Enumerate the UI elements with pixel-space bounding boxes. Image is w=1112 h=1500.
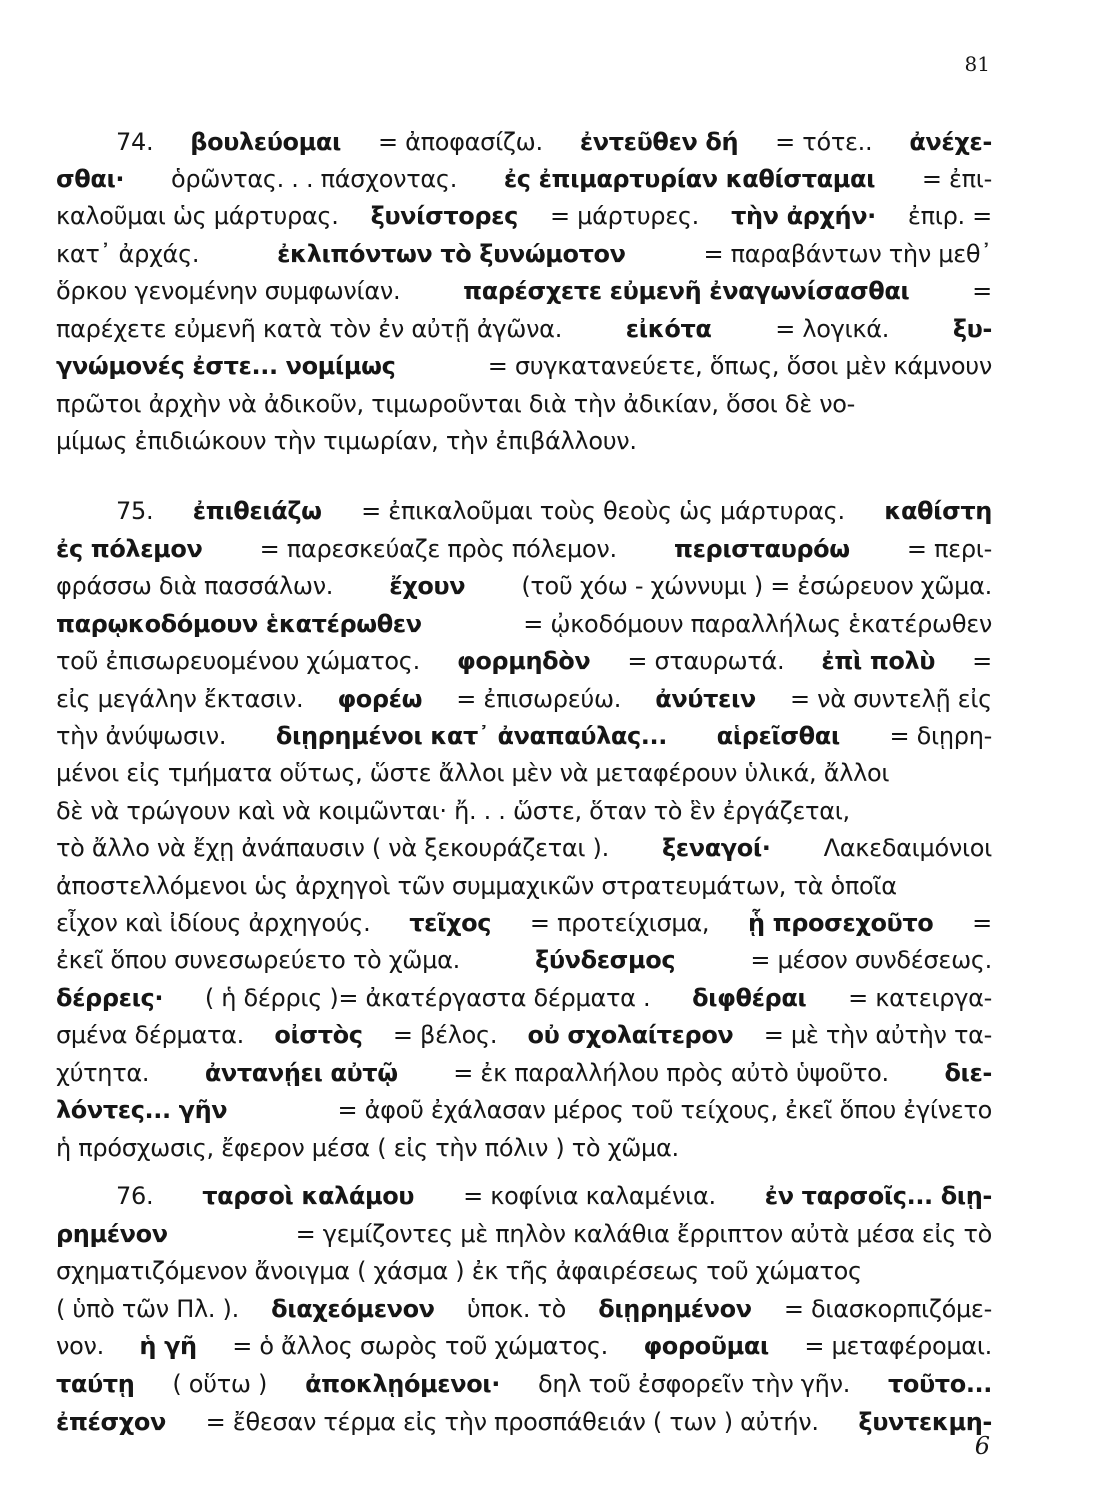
gloss-text: δηλ τοῦ ἐσφορεῖν τὴν γῆν.: [537, 1370, 851, 1398]
gloss-text: = διῃρη-: [889, 722, 992, 750]
gloss-text: = μέσον συνδέσεως.: [750, 946, 992, 974]
gloss-text: 76.: [116, 1182, 154, 1210]
lemma-term: ἀνύτειν: [655, 685, 756, 713]
gloss-text: σχηματιζόμενον ἄνοιγμα ( χάσμα ) ἐκ τῆς ἀφαιρέσεως τοῦ χώματος: [56, 1257, 862, 1285]
gloss-text: ἀποστελλόμενοι ὡς ἀρχηγοὶ τῶν συμμαχικῶν στρατευμάτων, τὰ ὁποῖα: [56, 872, 897, 900]
gloss-text: εἶχον καὶ ἰδίους ἀρχηγούς.: [56, 909, 371, 937]
lemma-term: οὐ σχολαίτερον: [527, 1021, 734, 1049]
gloss-text: Λακεδαιμόνιοι: [823, 834, 992, 862]
lemma-term: ξυντεκμη-: [858, 1408, 992, 1436]
gloss-text: 75.: [116, 497, 154, 525]
lemma-term: ἐπέσχον: [56, 1408, 166, 1436]
text-line: [56, 422, 992, 460]
gloss-text: =: [972, 909, 992, 937]
lemma-term: τεῖχος: [409, 909, 492, 937]
lemma-term: καθίστη: [884, 497, 992, 525]
gloss-text: ( ὑπὸ τῶν Πλ. ).: [56, 1295, 239, 1323]
text-line: [56, 1091, 992, 1129]
gloss-text: = ἀποφασίζω.: [377, 128, 543, 156]
text-line: [56, 1016, 992, 1054]
lemma-term: ἡ γῆ: [139, 1332, 197, 1360]
text-line: [56, 867, 992, 905]
text-line: [56, 197, 992, 235]
gloss-text: νον.: [56, 1332, 104, 1360]
gloss-text: χύτητα.: [56, 1059, 150, 1087]
lemma-term: ἀνέχε-: [909, 128, 992, 156]
gloss-text: = ᾠκοδόμουν παραλλήλως ἑκατέρωθεν: [523, 610, 992, 638]
lemma-term: φορέω: [337, 685, 423, 713]
gloss-text: = κοφίνια καλαμένια.: [463, 1182, 716, 1210]
lemma-term: ἐπιθειάζω: [192, 497, 322, 525]
lemma-term: τοῦτο...: [888, 1370, 992, 1398]
lemma-term: ἐς ἐπιμαρτυρίαν καθίσταμαι: [503, 165, 876, 193]
text-line: [56, 1365, 992, 1403]
gloss-text: = περι-: [906, 535, 992, 563]
gloss-text: καλοῦμαι ὡς μάρτυρας.: [56, 202, 339, 230]
gloss-text: = μεταφέρομαι.: [804, 1332, 992, 1360]
gloss-text: = μὲ τὴν αὐτὴν τα-: [763, 1021, 992, 1049]
gloss-text: = λογικά.: [775, 315, 890, 343]
gloss-text: ἐκεῖ ὅπου συνεσωρεύετο τὸ χῶμα.: [56, 946, 460, 974]
lemma-term: ξεναγοί·: [662, 834, 771, 862]
text-line: [56, 1403, 992, 1441]
text-line: [56, 567, 992, 605]
lemma-term: διῃρημένον: [598, 1295, 752, 1323]
lemma-term: ἐκλιπόντων τὸ ξυνώμοτον: [277, 240, 626, 268]
gloss-text: = ἔθεσαν τέρμα εἰς τὴν προσπάθειάν ( των ) αὐτήν.: [205, 1408, 819, 1436]
gloss-text: = ἀφοῦ ἐχάλασαν μέρος τοῦ τείχους, ἐκεῖ ὅπου ἐγίνετο: [337, 1096, 992, 1124]
lemma-term: γνώμονές ἐστε... νομίμως: [56, 352, 396, 380]
text-line: [56, 1054, 992, 1092]
text-line: [56, 717, 992, 755]
text-line: [56, 792, 992, 830]
gloss-text: ( ἡ δέρρις )= ἀκατέργαστα δέρματα .: [204, 984, 651, 1012]
page-number: 81: [964, 52, 990, 76]
signature-mark: 6: [974, 1432, 990, 1460]
text-line: [56, 605, 992, 643]
lemma-term: ἐν ταρσοῖς... διῃ-: [764, 1182, 992, 1210]
text-line: [56, 904, 992, 942]
gloss-text: (τοῦ χόω - χώννυμι ) = ἐσώρευον χῶμα.: [521, 572, 992, 600]
gloss-text: = παρεσκεύαζε πρὸς πόλεμον.: [259, 535, 617, 563]
gloss-text: ἡ πρόσχωσις, ἔφερον μέσα ( εἰς τὴν πόλιν ) τὸ χῶμα.: [56, 1134, 679, 1162]
lemma-term: ᾗ προσεχοῦτο: [748, 909, 934, 937]
gloss-text: = ἐπικαλοῦμαι τοὺς θεοὺς ὡς μάρτυρας.: [361, 497, 845, 525]
lemma-term: ταύτῃ: [56, 1370, 135, 1398]
lemma-term: διῃρημένοι κατ᾽ ἀναπαύλας...: [275, 722, 667, 750]
gloss-text: =: [972, 277, 992, 305]
text-line: [56, 1290, 992, 1328]
lemma-term: βουλεύομαι: [190, 128, 341, 156]
gloss-text: 74.: [116, 128, 154, 156]
gloss-text: = γεμίζοντες μὲ πηλὸν καλάθια ἔρριπτον αὐτὰ μέσα εἰς τὸ: [295, 1220, 992, 1248]
gloss-text: ( οὕτω ): [172, 1370, 268, 1398]
lemma-term: αἱρεῖσθαι: [716, 722, 840, 750]
text-line: [56, 530, 992, 568]
gloss-text: = σταυρωτά.: [627, 647, 785, 675]
text-line: [56, 1215, 992, 1253]
lemma-term: ἔχουν: [389, 572, 466, 600]
gloss-text: τὸ ἄλλο νὰ ἔχῃ ἀνάπαυσιν ( νὰ ξεκουράζεται ).: [56, 834, 609, 862]
text-line: [56, 754, 992, 792]
gloss-text: = νὰ συντελῇ εἰς: [790, 685, 992, 713]
lemma-term: ἀντανῄει αὐτῷ: [204, 1059, 398, 1087]
gloss-text: = βέλος.: [392, 1021, 498, 1049]
text-line: [56, 385, 992, 423]
gloss-text: τοῦ ἐπισωρευομένου χώματος.: [56, 647, 420, 675]
gloss-text: ὑποκ. τὸ: [466, 1295, 567, 1323]
gloss-text: πρῶτοι ἀρχὴν νὰ ἀδικοῦν, τιμωροῦνται διὰ τὴν ἀδικίαν, ὅσοι δὲ νο-: [56, 390, 856, 418]
text-line: [56, 272, 992, 310]
gloss-text: κατ᾽ ἀρχάς.: [56, 240, 200, 268]
lemma-term: περισταυρόω: [674, 535, 850, 563]
text-line: [56, 310, 992, 348]
gloss-text: εἰς μεγάλην ἔκτασιν.: [56, 685, 304, 713]
gloss-text: = ἐπι-: [921, 165, 992, 193]
text-line: [56, 979, 992, 1017]
gloss-text: = ἐκ παραλλήλου πρὸς αὐτὸ ὑψοῦτο.: [453, 1059, 889, 1087]
text-line: [56, 941, 992, 979]
lemma-term: ξυ-: [952, 315, 992, 343]
lemma-term: λόντες... γῆν: [56, 1096, 228, 1124]
lemma-term: ἐπὶ πολὺ: [821, 647, 936, 675]
gloss-text: =: [972, 647, 992, 675]
text-line: [56, 160, 992, 198]
lemma-term: τὴν ἀρχήν·: [731, 202, 876, 230]
gloss-text: = συγκατανεύετε, ὅπως, ὅσοι μὲν κάμνουν: [487, 352, 992, 380]
lemma-term: ἐς πόλεμον: [56, 535, 203, 563]
lemma-term: δέρρεις·: [56, 984, 164, 1012]
gloss-text: = παραβάντων τὴν μεθ᾽: [703, 240, 992, 268]
lemma-term: ρημένον: [56, 1220, 168, 1248]
gloss-text: = ὁ ἄλλος σωρὸς τοῦ χώματος.: [232, 1332, 608, 1360]
lemma-term: διαχεόμενον: [271, 1295, 435, 1323]
gloss-text: ὅρκου γενομένην συμφωνίαν.: [56, 277, 401, 305]
gloss-text: ὁρῶντας. . . πάσχοντας.: [170, 165, 458, 193]
lemma-term: οἰστὸς: [274, 1021, 363, 1049]
gloss-text: φράσσω διὰ πασσάλων.: [56, 572, 334, 600]
text-line: [116, 123, 992, 161]
text-line: [56, 1252, 992, 1290]
gloss-text: δὲ νὰ τρώγουν καὶ νὰ κοιμῶνται· ἤ. . . ὥστε, ὅταν τὸ ἓν ἐργάζεται,: [56, 797, 850, 825]
gloss-text: = κατειργα-: [848, 984, 992, 1012]
lemma-term: ἐντεῦθεν δή: [579, 128, 739, 156]
text-line: [116, 1177, 992, 1215]
gloss-text: σμένα δέρματα.: [56, 1021, 244, 1049]
lemma-term: ξύνδεσμος: [535, 946, 676, 974]
lemma-term: ξυνίστορες: [370, 202, 518, 230]
gloss-text: μίμως ἐπιδιώκουν τὴν τιμωρίαν, τὴν ἐπιβάλλουν.: [56, 427, 637, 455]
lemma-term: διφθέραι: [692, 984, 807, 1012]
text-line: [116, 492, 992, 530]
lemma-term: εἰκότα: [625, 315, 712, 343]
gloss-text: μένοι εἰς τμήματα οὕτως, ὥστε ἄλλοι μὲν νὰ μεταφέρουν ὑλικά, ἄλλοι: [56, 759, 890, 787]
text-line: [56, 829, 992, 867]
text-line: [56, 642, 992, 680]
text-line: [56, 235, 992, 273]
lemma-term: ταρσοὶ καλάμου: [202, 1182, 415, 1210]
gloss-text: = διασκορπιζόμε-: [783, 1295, 992, 1323]
gloss-text: = προτείχισμα,: [529, 909, 710, 937]
lemma-term: παρῳκοδόμουν ἑκατέρωθεν: [56, 610, 422, 638]
gloss-text: τὴν ἀνύψωσιν.: [56, 722, 227, 750]
text-line: [56, 347, 992, 385]
lemma-term: φοροῦμαι: [643, 1332, 769, 1360]
text-line: [56, 1129, 992, 1167]
gloss-text: ἐπιρ. =: [907, 202, 992, 230]
gloss-text: = ἐπισωρεύω.: [456, 685, 622, 713]
text-line: [56, 1327, 992, 1365]
lemma-term: σθαι·: [56, 165, 125, 193]
lemma-term: διε-: [944, 1059, 992, 1087]
gloss-text: = μάρτυρες.: [549, 202, 700, 230]
gloss-text: παρέχετε εὐμενῆ κατὰ τὸν ἐν αὐτῇ ἀγῶνα.: [56, 315, 563, 343]
gloss-text: = τότε..: [775, 128, 873, 156]
lemma-term: παρέσχετε εὐμενῆ ἐναγωνίσασθαι: [463, 277, 910, 305]
lemma-term: φορμηδὸν: [456, 647, 591, 675]
text-line: [56, 680, 992, 718]
lemma-term: ἀποκλῃόμενοι·: [305, 1370, 500, 1398]
